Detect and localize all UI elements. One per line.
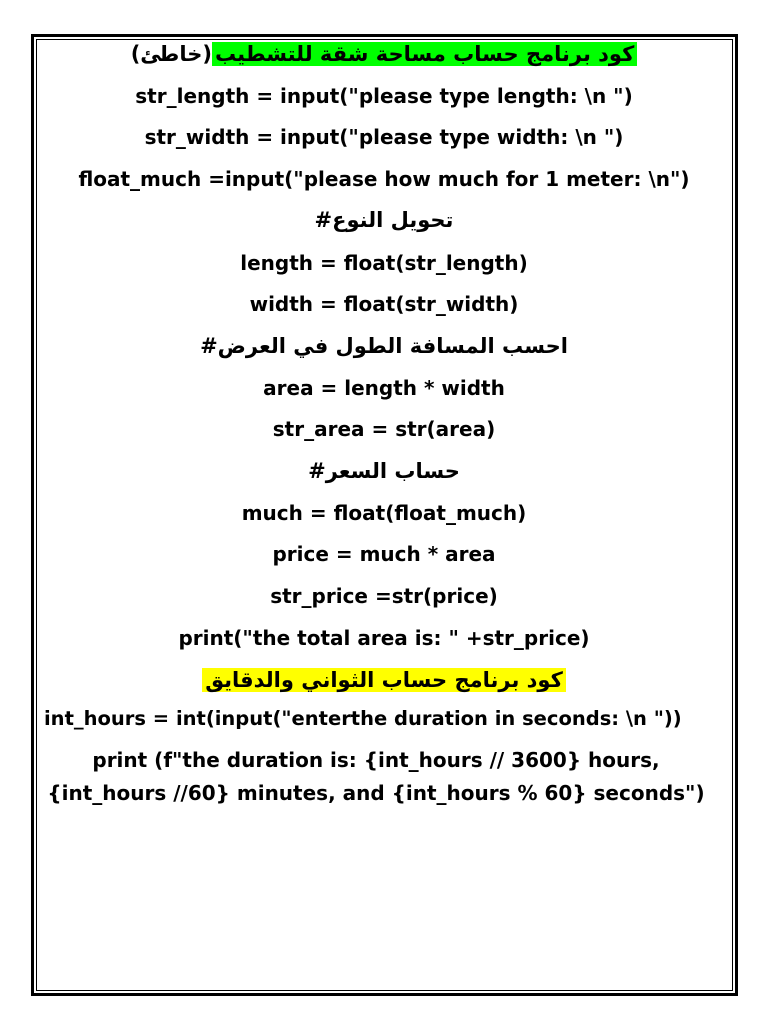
section-title-highlight: كود برنامج حساب الثواني والدقايق	[202, 668, 566, 692]
code-line: width = float(str_width)	[249, 292, 519, 316]
code-line: str_area = str(area)	[272, 417, 496, 441]
code-line-wrapped: print (f"the duration is: {int_hours // 3600} hours, {int_hours //60} minutes, and {int_hours % 60} seconds")	[47, 748, 705, 805]
title-highlight: كود برنامج حساب مساحة شقة للتشطيب	[212, 42, 637, 66]
title-suffix: (خاطئ)	[130, 42, 212, 66]
code-line: price = much * area	[272, 542, 496, 566]
code-line: int_hours = int(input("enterthe duration in seconds: \n "))	[44, 707, 682, 730]
code-line: print("the total area is: " +str_price)	[178, 626, 590, 650]
comment-line: تحويل النوع#	[314, 208, 454, 232]
code-line: much = float(float_much)	[241, 501, 527, 525]
code-line: length = float(str_length)	[240, 251, 528, 275]
code-line: str_length = input("please type length: \n ")	[135, 84, 633, 108]
code-line: float_much =input("please how much for 1 meter: \n")	[78, 167, 690, 191]
code-line: str_price =str(price)	[270, 584, 498, 608]
comment-line: احسب المسافة الطول في العرض#	[200, 334, 568, 358]
code-line: str_width = input("please type width: \n ")	[144, 125, 624, 149]
document-title	[40, 41, 728, 67]
code-line: area = length * width	[263, 376, 505, 400]
comment-line: حساب السعر#	[308, 459, 460, 483]
section-title	[40, 667, 728, 693]
